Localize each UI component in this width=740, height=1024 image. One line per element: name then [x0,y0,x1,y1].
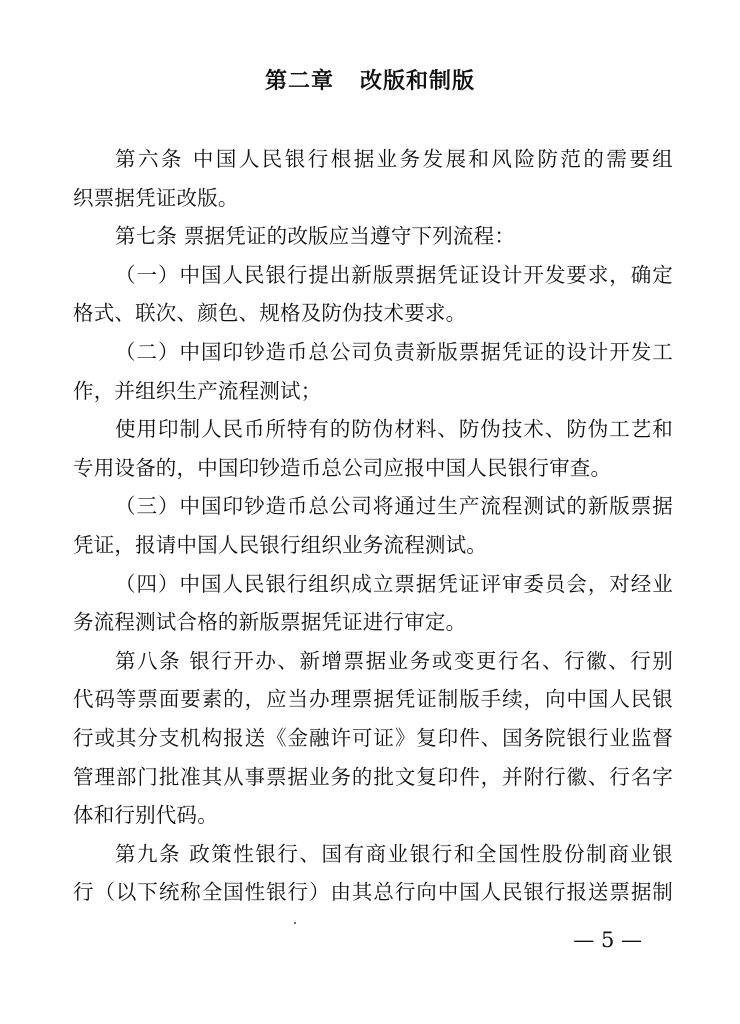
text-line: 第九条 政策性银行、国有商业银行和全国性股份制商业银 [115,841,673,866]
text-line: 格式、联次、颜色、规格及防伪技术要求。 [73,301,467,326]
text-line: 管理部门批准其从事票据业务的批文复印件，并附行徽、行名字 [73,764,673,789]
text-line: 织票据凭证改版。 [73,185,239,210]
page-number: — 5 — [573,928,642,952]
text-line: 第八条 银行开办、新增票据业务或变更行名、行徽、行别 [115,648,673,673]
text-line: （一）中国人民银行提出新版票据凭证设计开发要求，确定 [115,262,673,287]
body-text [73,140,673,912]
text-line: 体和行别代码。 [73,803,218,828]
text-line: （四）中国人民银行组织成立票据凭证评审委员会，对经业 [115,571,673,596]
text-line: 行或其分支机构报送《金融许可证》复印件、国务院银行业监督 [73,725,673,750]
text-line: 行（以下统称全国性银行）由其总行向中国人民银行报送票据制 [73,880,673,905]
text-line: 务流程测试合格的新版票据凭证进行审定。 [73,610,467,635]
text-line: 凭证，报请中国人民银行组织业务流程测试。 [73,532,487,557]
text-line: 作，并组织生产流程测试； [73,378,322,403]
text-line: 第七条 票据凭证的改版应当遵守下列流程： [115,224,516,249]
text-line: 代码等票面要素的，应当办理票据凭证制版手续，向中国人民银 [73,687,673,712]
text-line: （三）中国印钞造币总公司将通过生产流程测试的新版票据 [115,494,673,519]
text-line: 使用印制人民币所特有的防伪材料、防伪技术、防伪工艺和 [115,417,673,442]
scan-speck [294,922,296,924]
text-line: 第六条 中国人民银行根据业务发展和风险防范的需要组 [115,147,673,171]
text-line: （二）中国印钞造币总公司负责新版票据凭证的设计开发工 [115,339,673,364]
chapter-title: 第二章 改版和制版 [265,69,475,94]
text-line: 专用设备的，中国印钞造币总公司应报中国人民银行审查。 [73,455,612,480]
